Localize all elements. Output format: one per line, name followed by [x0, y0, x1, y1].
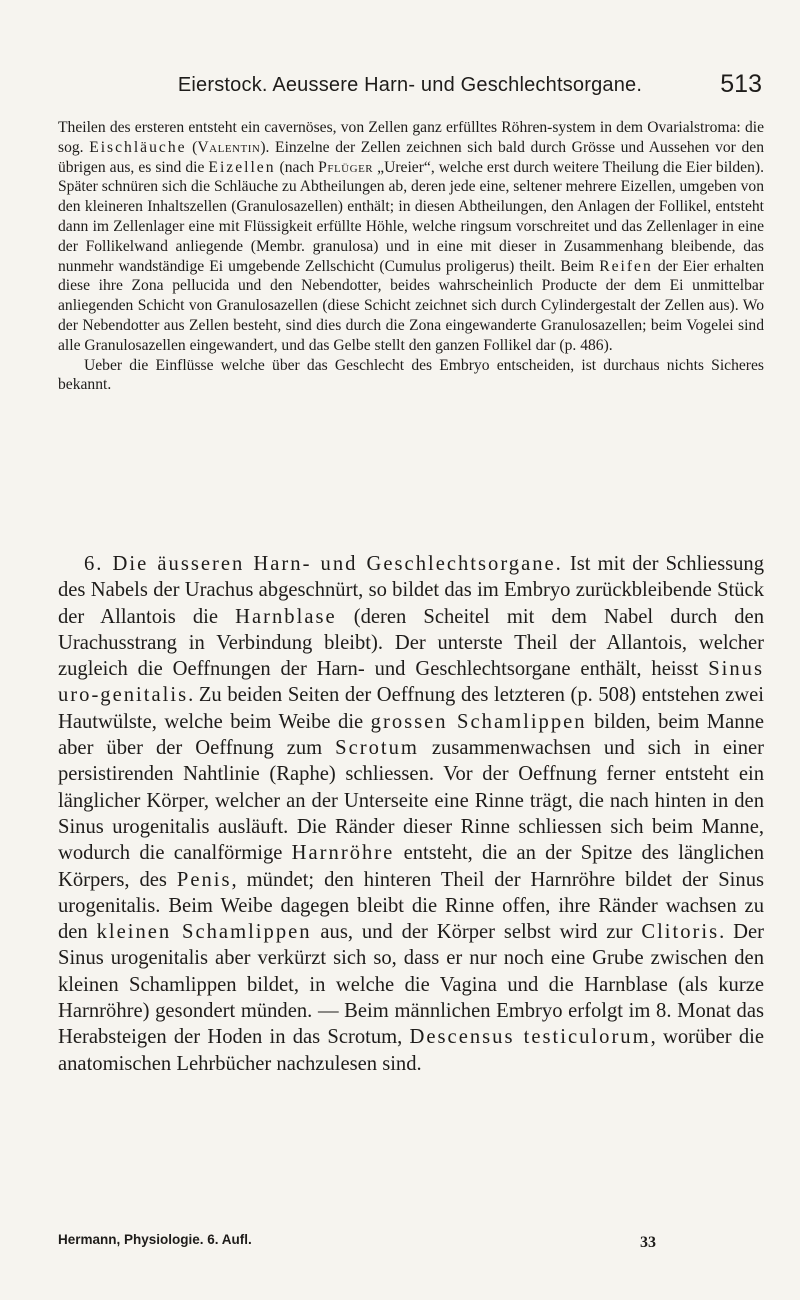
term-kleinen-schamlippen: kleinen Schamlippen — [96, 921, 312, 944]
author-valentin: Valentin — [197, 138, 261, 156]
signature-mark: 33 — [640, 1234, 656, 1251]
term-grossen-schamlippen: grossen Schamlippen — [370, 710, 587, 733]
emphasis-reifen: Reifen — [599, 257, 653, 275]
author-pflueger: Pflüger — [318, 158, 374, 176]
emphasis-eischlaeuche: Eischläuche — [89, 138, 187, 156]
small-print-block — [58, 118, 764, 395]
term-harnroehre: Harnröhre — [291, 842, 395, 865]
paragraph-eischlaeuche: Theilen des ersteren entsteht ein cavernöses, von Zellen ganz erfülltes Röhren-system in dem Ovarialstroma: die sog. Eischläuche (Valentin). Einzelne der Zellen zeichnen sich bald durch Grösse und Aussehen vor den übrigen aus, es sind die Eizellen (nach Pflüger „Ureier“, welche erst durch weitere Theilung die Eier bilden). Später schnüren sich die Schläuche zu Abtheilungen ab, deren jede eine, seltener mehrere Eizellen, umgeben von den kleineren Inhaltszellen (Granulosazellen) enthält; in diesen Abtheilungen, den Anlagen der Follikel, entsteht dann im Zellenlager eine mit Flüssigkeit erfüllte Höhle, welche ringsum vorschreitet und das Zellenlager in eine der Follikelwand anliegende (Membr. granulosa) und in eine mit dieser in Zusammenhang bleibende, das nunmehr wandständige Ei umgebende Zellschicht (Cumulus proligerus) theilt. Beim Reifen der Eier erhalten diese ihre Zona pellucida und den Nebendotter, beides wahrscheinlich Producte der dem Ei unmittelbar anliegenden Schicht von Granulosazellen (diese Schicht zeichnet sich durch Cylindergestalt der Zellen aus). Wo der Nebendotter aus Zellen besteht, sind dies durch die Zona eingewanderte Granulosazellen; beim Vogelei sind alle Granulosazellen eingewandert, und das Gelbe stellt den ganzen Follikel dar (p. 486). — [58, 119, 765, 354]
section-6-block — [58, 551, 764, 1077]
term-penis: Penis — [176, 868, 232, 891]
page-footer — [58, 1232, 764, 1251]
term-descensus-testiculorum: Descensus testiculorum — [409, 1026, 651, 1049]
emphasis-eizellen: Eizellen — [208, 158, 276, 176]
section-heading: 6. Die äusseren Harn- und Geschlechtsorgane. — [84, 553, 563, 575]
running-header — [58, 68, 762, 108]
term-clitoris: Clitoris — [641, 921, 720, 944]
term-scrotum: Scrotum — [335, 737, 419, 760]
term-sinus-uro-genitalis: Sinus uro-genitalis — [58, 658, 764, 707]
running-title: Eierstock. Aeussere Harn- und Geschlechtsorgane. — [177, 74, 643, 96]
imprint: Hermann, Physiologie. 6. Aufl. — [58, 1232, 252, 1247]
page-number: 513 — [720, 70, 762, 98]
paragraph-geschlecht: Ueber die Einflüsse welche über das Geschlecht des Embryo entscheiden, ist durchaus nichts Sicheres bekannt. — [58, 356, 764, 394]
paragraph-section-6: 6. Die äusseren Harn- und Geschlechtsorgane. Ist mit der Schliessung des Nabels der Urachus abgeschnürt, so bildet das im Embryo zurückbleibende Stück der Allantois die Harnblase (deren Scheitel mit dem Nabel durch den Urachusstrang in Verbindung bleibt). Der unterste Theil der Allantois, welcher zugleich die Oeffnungen der Harn- und Geschlechtsorgane enthält, heisst Sinus uro-genitalis. Zu beiden Seiten der Oeffnung des letzteren (p. 508) entstehen zwei Hautwülste, welche beim Weibe die grossen Schamlippen bilden, beim Manne aber über der Oeffnung zum Scrotum zusammenwachsen und sich in einer persistirenden Nahtlinie (Raphe) schliessen. Vor der Oeffnung ferner entsteht ein länglicher Körper, welcher an der Unterseite eine Rinne trägt, die nach hinten in den Sinus urogenitalis ausläuft. Die Ränder dieser Rinne schliessen sich beim Manne, wodurch die canalförmige Harnröhre entsteht, die an der Spitze des länglichen Körpers, des Penis, mündet; den hinteren Theil der Harnröhre bildet der Sinus urogenitalis. Beim Weibe dagegen bleibt die Rinne offen, ihre Ränder wachsen zu den kleinen Schamlippen aus, und der Körper selbst wird zur Clitoris. Der Sinus urogenitalis aber verkürzt sich so, dass er nur noch eine Grube zwischen den kleinen Schamlippen bildet, in welche die Vagina und die Harnblase (als kurze Harnröhre) gesondert münden. — Beim männlichen Embryo erfolgt im 8. Monat das Herabsteigen der Hoden in das Scrotum, Descensus testiculorum, worüber die anatomischen Lehrbücher nachzulesen sind. — [58, 553, 765, 1075]
term-harnblase: Harnblase — [235, 605, 337, 628]
